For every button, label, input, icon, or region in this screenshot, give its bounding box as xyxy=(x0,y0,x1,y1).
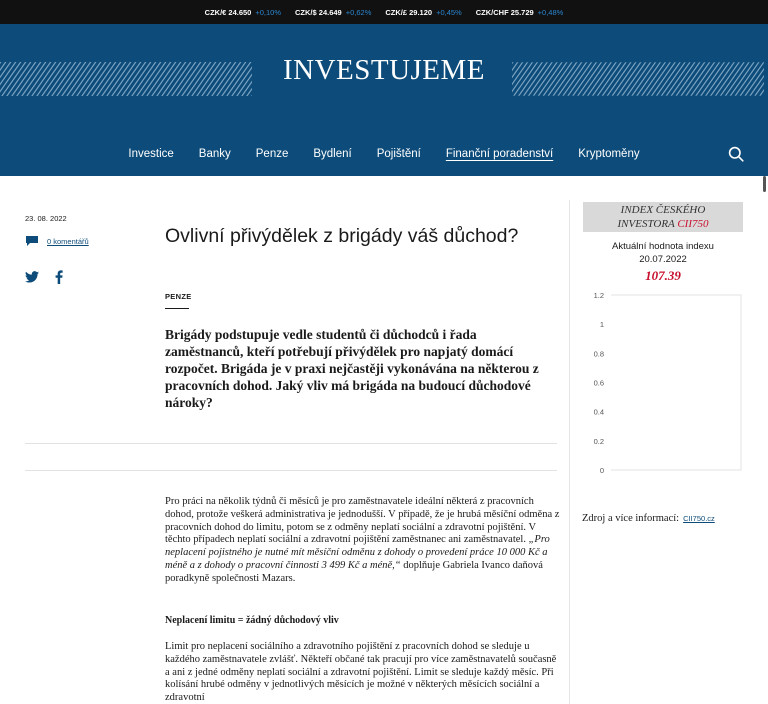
article-lead: Brigády podstupuje vedle studentů či důchodců i řada zaměstnanců, kteří potřebují přivýdělek pro napjatý domácí rozpočet. Brigáda je v praxi nejčastěji vykonávána na některou z pracovních dohod. Jaký vliv má brigáda na budoucí důchodové nároky? xyxy=(165,327,539,410)
source-label: Zdroj a více informací: xyxy=(582,513,680,524)
widget-title-line: INDEX ČESKÉHO xyxy=(620,204,706,216)
ticker-item xyxy=(476,8,564,17)
ticker-pair: CZK/CHF 25.729 xyxy=(475,7,534,17)
site-logo[interactable]: INVESTUJEME xyxy=(282,54,486,86)
comments-link[interactable] xyxy=(25,235,89,247)
y-tick-label: 0.2 xyxy=(593,436,604,446)
ticker-change: +0,45% xyxy=(436,7,462,17)
currency-ticker xyxy=(0,0,768,24)
main-navigation xyxy=(0,132,768,176)
nav-list xyxy=(0,132,768,176)
index-chart xyxy=(583,288,753,478)
index-source xyxy=(582,513,715,524)
nav-item-financni-poradenstvi[interactable]: Finanční poradenství xyxy=(445,148,554,160)
search-icon[interactable] xyxy=(728,146,744,162)
quote-text: „Pro neplacení pojistného je nutné mít měsíční odměnu z dohody o provedení práce 10 000 Kč a méně a z dohody o pracovní činnosti 3 499 Kč a méně,“ xyxy=(165,534,550,571)
ticker-item xyxy=(295,8,371,17)
ticker-pair: CZK/£ 29.120 xyxy=(385,7,433,17)
index-date: 20.07.2022 xyxy=(639,254,687,265)
index-value: 107.39 xyxy=(645,268,681,283)
y-tick-label: 1.2 xyxy=(593,291,604,300)
ticker-pair: CZK/€ 24.650 xyxy=(204,7,252,17)
nav-item-penze[interactable]: Penze xyxy=(255,148,289,160)
ticker-change: +0,48% xyxy=(537,7,564,17)
widget-title-line xyxy=(583,217,743,231)
site-header xyxy=(0,24,768,132)
nav-item-pojisteni[interactable]: Pojištění xyxy=(376,148,421,160)
divider xyxy=(25,470,557,471)
scrollbar-thumb[interactable] xyxy=(763,176,766,192)
paragraph-text: Pro práci na několik týdnů či měsíců je pro zaměstnavatele ideální některá z pracovních dohod, protože veškerá administrativa je jednodušší. V případě, že je hrubá měsíční odměna z pracovních dohod do limitu, potom se z odměny neplatí sociální a zdravotní pojištění. V těchto případech neplatí sociální a zdravotní pojištění zaměstnanec ani zaměstnavatel. xyxy=(165,496,560,546)
source-link[interactable]: CII750.cz xyxy=(683,514,715,523)
chart-plot-frame xyxy=(611,295,741,470)
article-category[interactable]: PENZE xyxy=(165,292,192,301)
comments-count[interactable]: 0 komentářů xyxy=(47,236,89,246)
y-tick-label: 1 xyxy=(599,320,604,330)
ticker-change: +0,62% xyxy=(345,7,372,17)
index-widget-header xyxy=(583,202,743,232)
comment-icon xyxy=(25,235,39,247)
y-tick-label: 0.6 xyxy=(593,378,604,388)
index-caption xyxy=(583,240,743,266)
article-paragraph: Limit pro neplacení sociálního a zdravotního pojištění z pracovních dohod se sleduje u každého zaměstnavatele zvlášť. Někteří občané tak pracují pro více zaměstnavatelů současně a ani z jedné odměny neplatí sociální a zdravotní pojištění. Limit se sleduje každý měsíc. Při kolísání hrubé odměny v jednotlivých měsících je možné v některých měsících sociální a zdravotní xyxy=(165,641,557,704)
social-share xyxy=(25,270,63,284)
nav-item-banky[interactable]: Banky xyxy=(198,148,231,160)
paragraph-text: doplňuje Gabriela Ivanco daňová poradkyně společnosti Mazars. xyxy=(165,559,543,584)
divider xyxy=(25,443,557,444)
y-tick-label: 0.4 xyxy=(593,407,604,417)
nav-item-bydleni[interactable]: Bydlení xyxy=(313,148,352,160)
index-subtitle: Aktuální hodnota indexu xyxy=(612,241,714,252)
y-tick-label: 0.8 xyxy=(593,349,604,359)
nav-item-kryptomeny[interactable]: Kryptoměny xyxy=(578,148,640,160)
article-date: 23. 08. 2022 xyxy=(25,214,67,223)
category-underline xyxy=(165,308,189,309)
widget-title-prefix: INVESTORA xyxy=(617,218,678,230)
article-subheading: Neplacení limitu = žádný důchodový vliv xyxy=(165,615,339,626)
ticker-item xyxy=(205,8,281,17)
facebook-icon[interactable] xyxy=(55,270,63,284)
article-title: Ovlivní přivýdělek z brigády váš důchod? xyxy=(165,225,519,247)
sidebar-divider xyxy=(569,200,570,704)
header-stripes-decoration xyxy=(512,62,764,96)
article-paragraph xyxy=(165,496,560,586)
ticker-pair: CZK/$ 24.649 xyxy=(295,7,342,17)
ticker-change: +0,10% xyxy=(255,7,282,17)
y-tick-label: 0 xyxy=(599,466,604,475)
index-code: CII750 xyxy=(677,218,709,230)
ticker-item xyxy=(385,8,461,17)
nav-item-investice[interactable]: Investice xyxy=(128,148,174,160)
twitter-icon[interactable] xyxy=(25,271,39,283)
